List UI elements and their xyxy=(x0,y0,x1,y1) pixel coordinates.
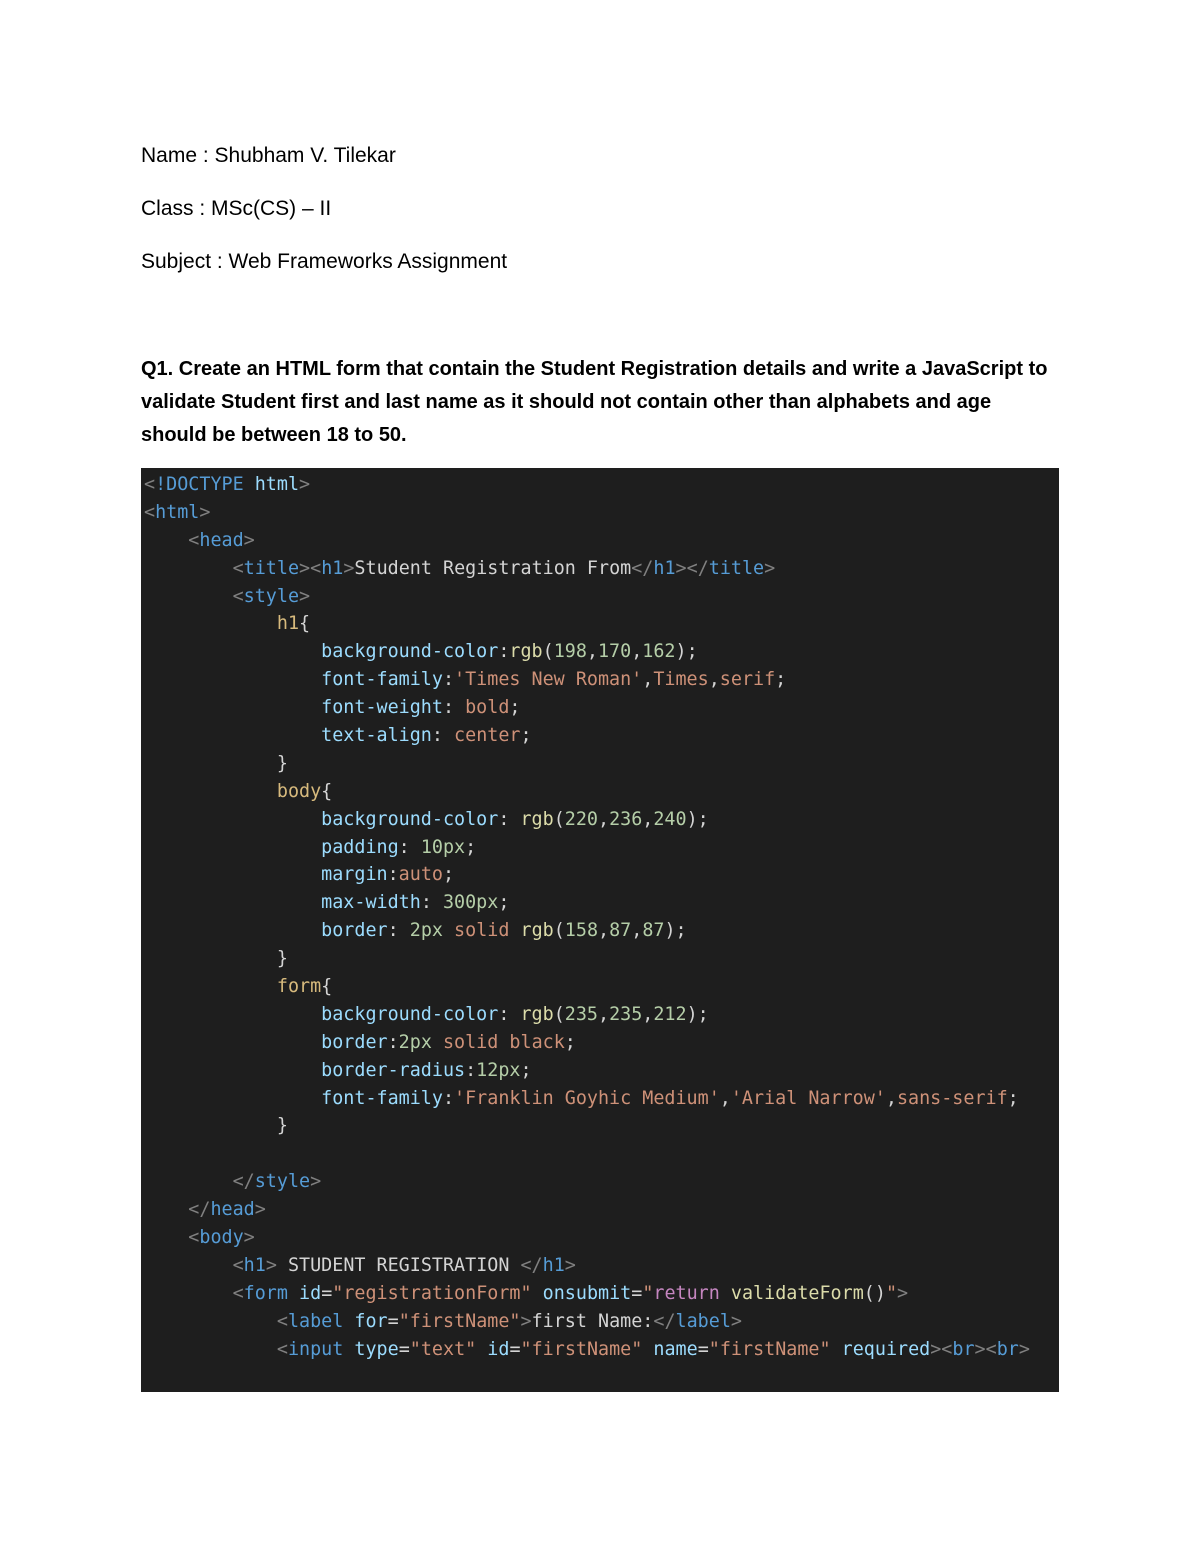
code-token: padding xyxy=(321,836,399,858)
code-token: text-align xyxy=(321,725,432,747)
code-token: >< xyxy=(930,1338,953,1360)
code-token: "text" xyxy=(409,1338,477,1360)
code-token: > xyxy=(897,1282,909,1304)
code-token: > xyxy=(764,557,776,579)
code-token: font-family xyxy=(321,1087,443,1109)
code-token xyxy=(144,1060,321,1081)
code-token xyxy=(144,1199,188,1220)
code-token: > xyxy=(265,1254,277,1276)
code-token xyxy=(144,809,321,830)
code-token: { xyxy=(321,780,333,802)
code-token xyxy=(144,781,277,802)
code-line xyxy=(144,1252,1030,1280)
code-token: : xyxy=(387,864,399,886)
code-token: Times xyxy=(653,669,709,691)
student-name: Name : Shubham V. Tilekar xyxy=(141,144,396,167)
code-line xyxy=(144,638,1030,666)
code-token: < xyxy=(232,585,244,607)
code-token: : xyxy=(498,641,510,663)
code-token: : xyxy=(498,808,521,830)
code-token xyxy=(144,1255,233,1276)
code-token: ( xyxy=(553,808,565,830)
code-token xyxy=(144,1311,277,1332)
code-token: ( xyxy=(553,1003,565,1025)
code-token: title xyxy=(243,557,300,579)
code-token: } xyxy=(144,948,288,970)
code-token xyxy=(343,1339,354,1360)
code-token: > xyxy=(243,529,255,551)
code-token: 235 xyxy=(609,1003,643,1025)
code-token xyxy=(144,558,233,579)
code-line xyxy=(144,471,1030,499)
code-token xyxy=(642,1339,653,1360)
code-token: br xyxy=(996,1338,1019,1360)
code-line xyxy=(144,1112,1030,1140)
code-token xyxy=(144,697,321,718)
code-token xyxy=(831,1339,842,1360)
code-token: < xyxy=(188,529,200,551)
code-token: < xyxy=(144,501,156,523)
code-token xyxy=(498,1032,509,1053)
code-token xyxy=(144,892,321,913)
code-token xyxy=(144,1227,188,1248)
code-token xyxy=(288,1283,299,1304)
code-token: = xyxy=(631,1282,643,1304)
code-token: , xyxy=(631,920,643,942)
code-token: 2px xyxy=(398,1031,432,1053)
code-token: , xyxy=(719,1087,731,1109)
code-token xyxy=(144,1032,321,1053)
code-token xyxy=(244,474,255,495)
code-token: ></ xyxy=(675,557,709,579)
code-token: < xyxy=(232,1282,244,1304)
code-token: 10px xyxy=(420,836,466,858)
code-screenshot xyxy=(141,468,1059,1392)
code-token: onsubmit xyxy=(542,1282,632,1304)
code-token: 2px xyxy=(409,920,443,942)
code-token: id xyxy=(299,1282,322,1304)
code-token: = xyxy=(321,1282,333,1304)
code-token: 'Arial Narrow' xyxy=(730,1087,886,1109)
code-line xyxy=(144,1168,1030,1196)
code-token: > xyxy=(1018,1338,1030,1360)
code-token: " xyxy=(885,1282,898,1304)
code-token: > xyxy=(310,1171,322,1193)
code-token: solid xyxy=(442,1031,499,1053)
code-token xyxy=(144,725,321,746)
code-line xyxy=(144,583,1030,611)
code-token: ); xyxy=(686,808,709,830)
code-token: 'Franklin Goyhic Medium' xyxy=(454,1087,720,1109)
code-line xyxy=(144,555,1030,583)
code-token: = xyxy=(697,1338,709,1360)
code-token: </ xyxy=(520,1254,543,1276)
code-line xyxy=(144,666,1030,694)
code-token: > xyxy=(243,1227,255,1249)
code-line xyxy=(144,1057,1030,1085)
code-token: input xyxy=(287,1338,344,1360)
code-token: head xyxy=(210,1199,255,1221)
code-token: { xyxy=(299,613,311,635)
code-token: 236 xyxy=(609,808,643,830)
code-token: 170 xyxy=(597,641,632,663)
code-token: ); xyxy=(675,641,698,663)
code-line xyxy=(144,1308,1030,1336)
code-token: center xyxy=(454,725,521,747)
code-token: rgb xyxy=(509,641,543,663)
code-token: : xyxy=(465,1059,477,1081)
code-token: !DOCTYPE xyxy=(155,474,244,495)
code-line xyxy=(144,1029,1030,1057)
code-token: Student Registration From xyxy=(354,557,632,579)
code-token: background-color xyxy=(321,1003,499,1025)
code-token: > xyxy=(520,1310,532,1332)
code-token: "firstName" xyxy=(520,1338,643,1360)
code-token: title xyxy=(708,557,765,579)
code-token xyxy=(144,837,321,858)
code-token: sans-serif xyxy=(896,1087,1008,1109)
code-token: : xyxy=(442,1087,455,1109)
code-token: body xyxy=(276,780,322,802)
code-token: = xyxy=(387,1310,399,1332)
code-token: bold xyxy=(465,697,510,719)
code-token: : xyxy=(387,1031,399,1053)
code-token: rgb xyxy=(520,808,554,830)
code-token: border-radius xyxy=(321,1059,466,1081)
code-token: ; xyxy=(465,836,477,858)
code-token: ; xyxy=(442,864,455,886)
code-token: id xyxy=(487,1338,510,1360)
code-token: 12px xyxy=(476,1059,521,1081)
code-token: : xyxy=(442,669,455,691)
code-token: return xyxy=(653,1282,720,1304)
code-token: 158 xyxy=(564,920,599,942)
code-line xyxy=(144,1085,1030,1113)
code-token: font-weight xyxy=(321,697,443,719)
code-token: < xyxy=(232,1254,244,1276)
code-token xyxy=(144,586,233,607)
code-token: ); xyxy=(664,920,687,942)
code-token: > xyxy=(199,501,211,523)
code-token: 198 xyxy=(553,641,587,663)
code-block xyxy=(144,471,1030,1364)
code-token: 240 xyxy=(653,808,687,830)
code-line xyxy=(144,722,1030,750)
code-token xyxy=(720,1283,731,1304)
code-token: > xyxy=(343,557,355,579)
code-token: solid xyxy=(454,920,510,942)
code-token: STUDENT REGISTRATION xyxy=(276,1254,521,1276)
code-token: rgb xyxy=(520,920,554,942)
code-token: margin xyxy=(321,864,388,886)
subject-line: Subject : Web Frameworks Assignment xyxy=(141,250,508,273)
code-token: "firstName" xyxy=(708,1338,831,1360)
code-token: body xyxy=(199,1227,244,1249)
code-token: form xyxy=(243,1282,288,1304)
code-token: h1 xyxy=(653,557,676,579)
code-line xyxy=(144,861,1030,889)
code-line xyxy=(144,917,1030,945)
code-line xyxy=(144,778,1030,806)
code-token xyxy=(144,1171,233,1192)
code-token: ( xyxy=(553,920,565,942)
code-token: } xyxy=(144,752,288,774)
code-line xyxy=(144,750,1030,778)
code-token: " xyxy=(642,1282,654,1304)
code-line xyxy=(144,1196,1030,1224)
code-token: ; xyxy=(1007,1087,1019,1109)
code-token: first Name: xyxy=(531,1310,654,1332)
code-token: ; xyxy=(498,892,510,914)
code-token: > xyxy=(299,474,311,495)
code-token xyxy=(432,1032,443,1053)
code-token xyxy=(144,1283,233,1304)
code-line xyxy=(144,610,1030,638)
code-token: 212 xyxy=(653,1003,687,1025)
code-token: , xyxy=(597,1003,610,1025)
code-token xyxy=(144,1339,277,1360)
code-token: , xyxy=(597,808,610,830)
code-token: max-width xyxy=(321,892,421,914)
code-token: ; xyxy=(509,697,521,719)
code-token: , xyxy=(631,641,643,663)
code-token: ( xyxy=(542,641,554,663)
code-token: 87 xyxy=(609,920,632,942)
code-token xyxy=(144,1088,321,1109)
code-token: { xyxy=(321,976,333,998)
code-token: html xyxy=(254,474,300,495)
code-token xyxy=(144,613,277,634)
code-token: "registrationForm" xyxy=(332,1282,532,1304)
code-token: } xyxy=(144,1115,288,1137)
code-token: style xyxy=(243,585,300,607)
code-token xyxy=(144,864,321,885)
code-token xyxy=(443,920,454,941)
code-token: 235 xyxy=(564,1003,598,1025)
code-token: head xyxy=(199,529,244,551)
code-token: border xyxy=(321,920,388,942)
code-token: "firstName" xyxy=(398,1310,521,1332)
code-line xyxy=(144,889,1030,917)
code-token: border xyxy=(321,1031,388,1053)
code-token: validateForm xyxy=(730,1282,864,1304)
code-token: form xyxy=(276,976,322,998)
code-token: </ xyxy=(653,1310,676,1332)
code-token: required xyxy=(841,1338,931,1360)
code-line xyxy=(144,1336,1030,1364)
code-token: font-family xyxy=(321,669,443,691)
code-token xyxy=(144,641,321,662)
code-token: < xyxy=(232,557,244,579)
code-token: type xyxy=(354,1338,399,1360)
code-token: < xyxy=(144,474,156,495)
code-line xyxy=(144,527,1030,555)
code-token: label xyxy=(287,1310,344,1332)
code-token: : xyxy=(498,1003,521,1025)
code-token: , xyxy=(642,1003,654,1025)
code-token xyxy=(509,920,520,941)
code-token: black xyxy=(509,1031,565,1053)
code-token: h1 xyxy=(542,1254,565,1276)
code-token: > xyxy=(730,1310,742,1332)
code-line xyxy=(144,1224,1030,1252)
code-token: > xyxy=(299,585,311,607)
code-token: 87 xyxy=(642,920,665,942)
code-token: 162 xyxy=(642,641,676,663)
code-token: = xyxy=(509,1338,521,1360)
code-token: >< xyxy=(299,557,322,579)
code-line xyxy=(144,973,1030,1001)
code-token xyxy=(476,1339,487,1360)
code-token: auto xyxy=(398,864,443,886)
code-line xyxy=(144,694,1030,722)
code-token: : xyxy=(442,697,466,719)
student-class: Class : MSc(CS) – II xyxy=(141,197,332,220)
code-token xyxy=(144,669,321,690)
code-token: label xyxy=(675,1310,731,1332)
code-token: ; xyxy=(520,1059,532,1081)
code-token: h1 xyxy=(321,557,344,579)
code-token: , xyxy=(642,808,654,830)
code-token xyxy=(144,1004,321,1025)
code-token: 220 xyxy=(564,808,598,830)
code-line xyxy=(144,499,1030,527)
code-token: name xyxy=(653,1338,698,1360)
code-token xyxy=(144,976,277,997)
code-token: , xyxy=(586,641,598,663)
code-token: , xyxy=(885,1087,897,1109)
code-token: background-color xyxy=(321,808,499,830)
code-token: br xyxy=(952,1338,975,1360)
code-token: h1 xyxy=(243,1254,266,1276)
code-token: h1 xyxy=(276,613,300,635)
code-token: serif xyxy=(719,669,776,691)
code-token: ); xyxy=(686,1003,709,1025)
code-token: for xyxy=(354,1310,388,1332)
code-line xyxy=(144,1001,1030,1029)
code-token: style xyxy=(254,1171,311,1193)
code-token: () xyxy=(863,1282,886,1304)
code-token: < xyxy=(276,1310,288,1332)
question-text: Q1. Create an HTML form that contain the Student Registration details and write a JavaScript to validate Student first and last name as it should not contain other than alphabets and age should be between 18 to 50. xyxy=(141,358,1048,446)
code-token: : xyxy=(387,920,410,942)
code-token: : xyxy=(398,836,421,858)
code-line xyxy=(144,945,1030,973)
code-line xyxy=(144,1280,1030,1308)
code-token: < xyxy=(188,1227,200,1249)
code-token: , xyxy=(708,669,720,691)
code-token: </ xyxy=(188,1199,211,1221)
code-token: ; xyxy=(775,669,787,691)
code-token xyxy=(144,920,321,941)
code-token: > xyxy=(254,1199,266,1221)
code-token: html xyxy=(155,501,200,523)
code-token: 'Times New Roman' xyxy=(454,669,643,691)
code-token xyxy=(144,530,188,551)
code-token: ; xyxy=(564,1031,576,1053)
code-token xyxy=(532,1283,543,1304)
code-line xyxy=(144,834,1030,862)
code-token: 300px xyxy=(442,892,499,914)
code-line xyxy=(144,1140,1030,1168)
code-token: < xyxy=(276,1338,288,1360)
code-token: </ xyxy=(232,1171,255,1193)
code-token: ; xyxy=(520,725,532,747)
code-token xyxy=(343,1311,354,1332)
code-token: rgb xyxy=(520,1003,554,1025)
code-token: , xyxy=(598,920,610,942)
code-token: , xyxy=(642,669,654,691)
code-token: : xyxy=(431,725,455,747)
code-token: </ xyxy=(631,557,654,579)
code-token: > xyxy=(564,1254,576,1276)
code-token: background-color xyxy=(321,641,499,663)
code-token: : xyxy=(420,892,443,914)
code-line xyxy=(144,806,1030,834)
code-token: = xyxy=(398,1338,410,1360)
code-token: >< xyxy=(974,1338,997,1360)
